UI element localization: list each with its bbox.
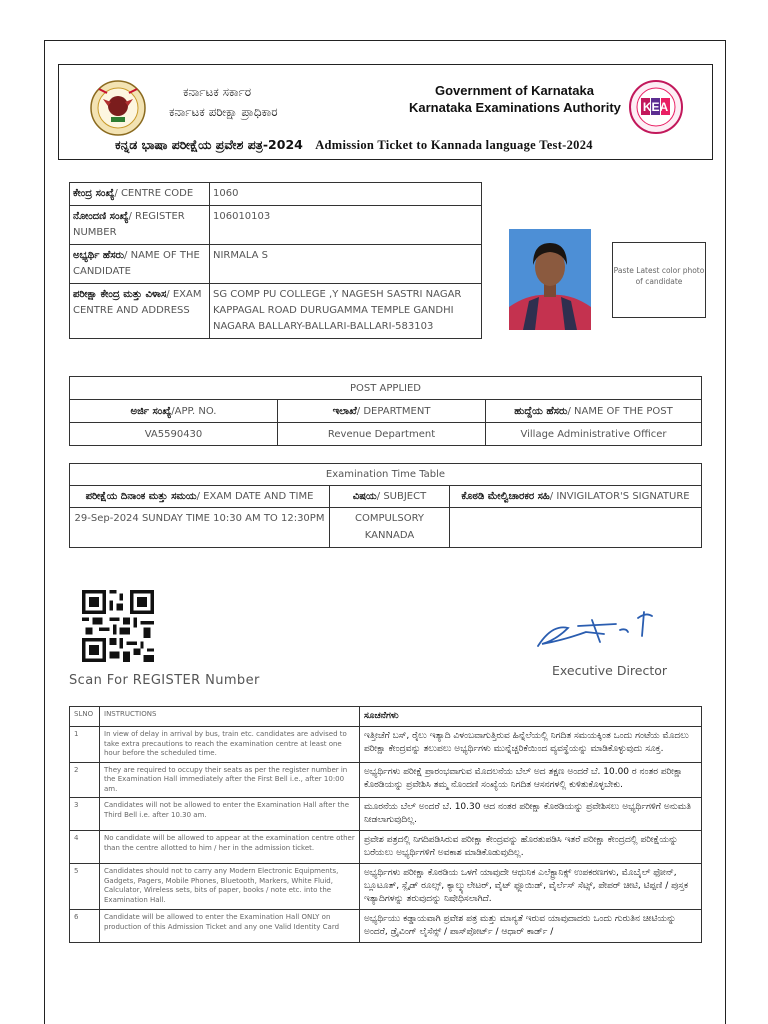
register-number-label: ನೋಂದಣಿ ಸಂಖ್ಯೆ/ REGISTER NUMBER xyxy=(70,206,210,245)
instruction-en: In view of delay in arrival by bus, train etc. candidates are advised to take extra precautions to reach the examination centre at least one hour before the scheduled time. xyxy=(100,727,360,763)
header-kannada-authority: ಕರ್ನಾಟಕ ಪರೀಕ್ಷಾ ಪ್ರಾಧಿಕಾರ xyxy=(169,105,278,119)
centre-code-label: ಕೇಂದ್ರ ಸಂಖ್ಯೆ/ CENTRE CODE xyxy=(70,183,210,206)
qr-code-icon xyxy=(82,590,154,662)
instruction-kn: ಅಭ್ಯರ್ಥಿಗಳು ಪರೀಕ್ಷಾ ಕೊಠಡಿಯ ಒಳಗೆ ಯಾವುದೇ ಆಧುನಿಕ ಎಲೆಕ್ಟ್ರಾನಿಕ್ಸ್ ಉಪಕರಣಗಳು, ಮೊಬೈಲ್ ಫೋನ್, ಬ್ಲೂಟೂತ್, ಸ್ಲೈಡ್ ರೂಲ್ಸ್, ಕ್ಯಾಲ್ಕ್ಯುಲೇಟರ್, ವೈಟ್ ಫ್ಲೂಯಿಡ್, ವೈರ್ಲೆಸ್ ಸೆಟ್ಸ್, ಪೇಪರ್ ಚೀಟಿ, ಟಿಪ್ಪಣಿ / ಪುಸ್ತಕ ಇತ್ಯಾದಿಗಳನ್ನು ತರುವುದನ್ನು ನಿಷೇಧಿಸಲಾಗಿದೆ. xyxy=(360,864,702,910)
exam-date-value: 29-Sep-2024 SUNDAY TIME 10:30 AM TO 12:30PM xyxy=(70,508,330,548)
executive-director-signature xyxy=(534,606,664,656)
table-row xyxy=(70,831,702,864)
karnataka-emblem-icon xyxy=(89,79,147,137)
instruction-number: 2 xyxy=(70,762,100,798)
title-kannada: ಕನ್ನಡ ಭಾಷಾ ಪರೀಕ್ಷೆಯ ಪ್ರವೇಶ ಪತ್ರ-2024 xyxy=(115,137,303,152)
instructions-kn-header: ಸೂಚನೆಗಳು xyxy=(360,707,702,727)
instruction-kn: ಪ್ರವೇಶ ಪತ್ರದಲ್ಲಿ ನಿಗದಿಪಡಿಸಿರುವ ಪರೀಕ್ಷಾ ಕೇಂದ್ರವನ್ನು ಹೊರತುಪಡಿಸಿ ಇತರೆ ಪರೀಕ್ಷಾ ಕೇಂದ್ರದಲ್ಲಿ ಪರೀಕ್ಷೆಯನ್ನು ಬರೆಯಲು ಅಭ್ಯರ್ಥಿಗಳಿಗೆ ಅವಕಾಶ ಮಾಡಿಕೊಡುವುದಿಲ್ಲ. xyxy=(360,831,702,864)
scan-register-label: Scan For REGISTER Number xyxy=(69,673,260,688)
centre-code-value: 1060 xyxy=(210,183,482,206)
header-english-govt: Government of Karnataka xyxy=(435,83,594,98)
invigilator-header: ಕೊಠಡಿ ಮೇಲ್ವಿಚಾರಕರ ಸಹಿ/ INVIGILATOR'S SIGNATURE xyxy=(450,486,702,508)
table-row xyxy=(70,423,702,446)
svg-text:KEA: KEA xyxy=(642,100,669,114)
candidate-name-value: NIRMALA S xyxy=(210,245,482,284)
exam-timetable-heading: Examination Time Table xyxy=(70,464,702,486)
exam-timetable xyxy=(69,463,702,548)
instructions-table xyxy=(69,706,702,943)
executive-director-label: Executive Director xyxy=(552,663,668,678)
instruction-number: 5 xyxy=(70,864,100,910)
instruction-en: No candidate will be allowed to appear at the examination centre other than the centre allotted to him / her in the admission ticket. xyxy=(100,831,360,864)
table-row xyxy=(70,377,702,400)
table-row xyxy=(70,910,702,943)
instructions-en-header: INSTRUCTIONS xyxy=(100,707,360,727)
candidate-info-table xyxy=(69,182,482,339)
exam-date-header: ಪರೀಕ್ಷೆಯ ದಿನಾಂಕ ಮತ್ತು ಸಮಯ/ EXAM DATE AND TIME xyxy=(70,486,330,508)
post-applied-table xyxy=(69,376,702,446)
instruction-en: Candidate will be allowed to enter the Examination Hall ONLY on production of this Admission Ticket and any one Valid Identity Card xyxy=(100,910,360,943)
slno-header: SLNO xyxy=(70,707,100,727)
table-row xyxy=(70,400,702,423)
table-row xyxy=(70,727,702,763)
paste-photo-box: Paste Latest color photo of candidate xyxy=(612,242,706,318)
instruction-number: 1 xyxy=(70,727,100,763)
invigilator-signature-cell xyxy=(450,508,702,548)
instruction-kn: ಅಭ್ಯರ್ಥಿಗಳು ಪರೀಕ್ಷೆ ಪ್ರಾರಂಭವಾಗುವ ಮೊದಲನೆಯ ಬೆಲ್ ಅದ ತಕ್ಷಣ ಅಂದರೆ ಬೆ. 10.00 ರ ನಂತರ ಪರೀಕ್ಷಾ ಕೊಠಡಿಯನ್ನು ಪ್ರವೇಶಿಸಿ ತಮ್ಮ ನೊಂದಣಿ ಸಂಖ್ಯೆಯ ನಿಗದಿತ ಆಸನಗಳಲ್ಲಿ ಕುಳಿತುಕೊಳ್ಳಬೇಕು. xyxy=(360,762,702,798)
app-no-header: ಅರ್ಜಿ ಸಂಖ್ಯೆ/APP. NO. xyxy=(70,400,278,423)
subject-header: ವಿಷಯ/ SUBJECT xyxy=(330,486,450,508)
register-number-value: 106010103 xyxy=(210,206,482,245)
title-english: Admission Ticket to Kannada language Test-2024 xyxy=(315,138,593,152)
admission-ticket-title xyxy=(115,137,675,153)
kea-logo-icon xyxy=(625,79,687,135)
instruction-en: Candidates should not to carry any Modern Electronic Equipments, Gadgets, Pagers, Mobile Phones, Bluetooth, Markers, White Fluid, Calculator, Wireless sets, bits of paper, books / note etc. into the Examination Hall. xyxy=(100,864,360,910)
table-row xyxy=(70,486,702,508)
header-english-authority: Karnataka Examinations Authority xyxy=(409,100,621,115)
exam-centre-label: ಪರೀಕ್ಷಾ ಕೇಂದ್ರ ಮತ್ತು ವಿಳಾಸ/ EXAM CENTRE AND ADDRESS xyxy=(70,284,210,339)
exam-centre-value: SG COMP PU COLLEGE ,Y NAGESH SASTRI NAGAR KAPPAGAL ROAD DURUGAMMA TEMPLE GANDHI NAGARA BALLARY-BALLARI-BALLARI-583103 xyxy=(210,284,482,339)
instruction-number: 3 xyxy=(70,798,100,831)
header-kannada-govt: ಕರ್ನಾಟಕ ಸರ್ಕಾರ xyxy=(183,85,252,99)
table-row xyxy=(70,284,482,339)
department-value: Revenue Department xyxy=(278,423,486,446)
table-row xyxy=(70,762,702,798)
instruction-kn: ಇತ್ತೀಚೆಗೆ ಬಸ್, ರೈಲು ಇತ್ಯಾದಿ ವಿಳಂಬವಾಗುತ್ತಿರುವ ಹಿನ್ನೆಲೆಯಲ್ಲಿ ನಿಗದಿತ ಸಮಯಕ್ಕಿಂತ ಒಂದು ಗಂಟೆಯ ಮೊದಲು ಪರೀಕ್ಷಾ ಕೇಂದ್ರವನ್ನು ತಲುಪಲು ಅಭ್ಯರ್ಥಿಗಳು ಮುನ್ನೆಚ್ಚರಿಕೆಯಿಂದ ವ್ಯವಸ್ಥೆಯನ್ನು ಮಾಡಿಕೊಳ್ಳುವುದು ಸೂಕ್ತ. xyxy=(360,727,702,763)
subject-value: COMPULSORY KANNADA xyxy=(330,508,450,548)
table-row xyxy=(70,707,702,727)
post-name-value: Village Administrative Officer xyxy=(486,423,702,446)
document-header xyxy=(58,64,713,160)
department-header: ಇಲಾಖೆ/ DEPARTMENT xyxy=(278,400,486,423)
table-row xyxy=(70,464,702,486)
table-row xyxy=(70,206,482,245)
table-row xyxy=(70,245,482,284)
table-row xyxy=(70,183,482,206)
table-row xyxy=(70,798,702,831)
candidate-name-label: ಅಭ್ಯರ್ಥಿ ಹೆಸರು/ NAME OF THE CANDIDATE xyxy=(70,245,210,284)
instruction-en: They are required to occupy their seats as per the register number in the Examination Hall immediately after the First Bell i.e., after 10:00 am. xyxy=(100,762,360,798)
instruction-number: 4 xyxy=(70,831,100,864)
app-no-value: VA5590430 xyxy=(70,423,278,446)
table-row xyxy=(70,508,702,548)
instruction-en: Candidates will not be allowed to enter the Examination Hall after the Third Bell i.e. after 10.30 am. xyxy=(100,798,360,831)
post-applied-heading: POST APPLIED xyxy=(70,377,702,400)
candidate-photo xyxy=(509,229,591,330)
table-row xyxy=(70,864,702,910)
instruction-kn: ಮೂರನೆಯ ಬೆಲ್ ಅಂದರೆ ಬೆ. 10.30 ಆದ ನಂತರ ಪರೀಕ್ಷಾ ಕೊಠಡಿಯನ್ನು ಪ್ರವೇಶಿಸಲು ಅಭ್ಯರ್ಥಿಗಳಿಗೆ ಅನುಮತಿ ನೀಡಲಾಗುವುದಿಲ್ಲ. xyxy=(360,798,702,831)
instruction-kn: ಅಭ್ಯರ್ಥಿಯು ಕಡ್ಡಾಯವಾಗಿ ಪ್ರವೇಶ ಪತ್ರ ಮತ್ತು ಮಾನ್ಯತೆ ಇರುವ ಯಾವುದಾದರು ಒಂದು ಗುರುತಿನ ಚೀಟಿಯನ್ನು ಅಂದರೆ, ಡ್ರೈವಿಂಗ್ ಲೈಸೆನ್ಸ್ / ಪಾಸ್‌ಪೋರ್ಟ್ / ಆಧಾರ್ ಕಾರ್ಡ್ / xyxy=(360,910,702,943)
post-name-header: ಹುದ್ದೆಯ ಹೆಸರು/ NAME OF THE POST xyxy=(486,400,702,423)
instruction-number: 6 xyxy=(70,910,100,943)
